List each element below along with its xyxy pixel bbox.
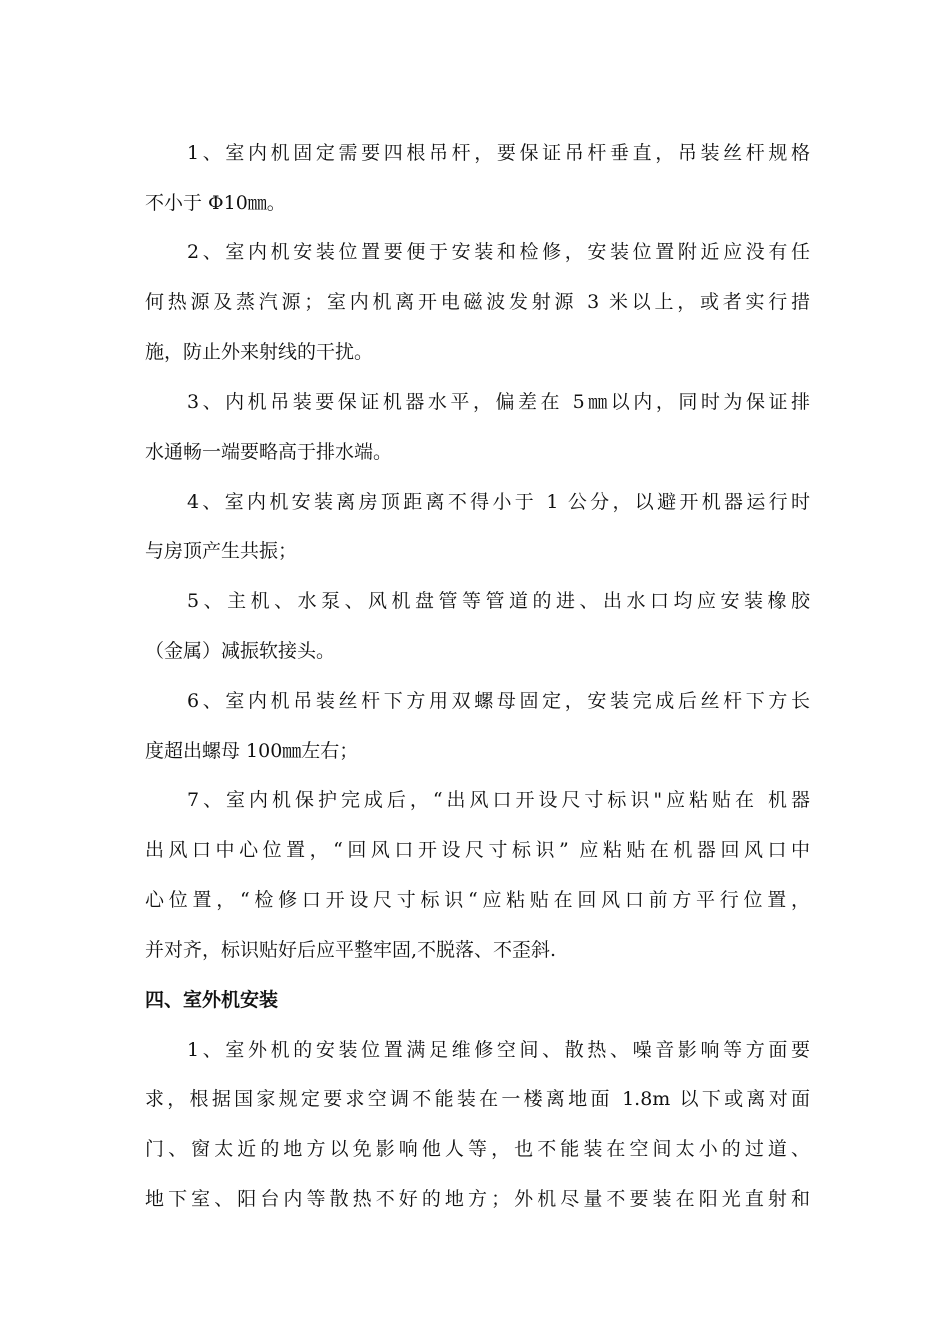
paragraph-line: 心位置，“检修口开设尺寸标识“应粘贴在回风口前方平行位置， (145, 889, 810, 911)
paragraph-line: 2、室内机安装位置要便于安装和检修，安装位置附近应没有任 (187, 241, 810, 263)
paragraph-line: 度超出螺母 100㎜左右； (145, 740, 359, 762)
paragraph-line: 求，根据国家规定要求空调不能装在一楼离地面 1.8m 以下或离对面 (145, 1088, 810, 1110)
paragraph-line: （金属）减振软接头。 (145, 640, 336, 662)
paragraph-line: 与房顶产生共振； (145, 540, 298, 562)
paragraph-line: 7、室内机保护完成后，“出风口开设尺寸标识"应粘贴在 机器 (187, 789, 810, 811)
paragraph-line: 5、主机、水泵、风机盘管等管道的进、出水口均应安装橡胶 (187, 590, 810, 612)
paragraph-line: 施，防止外来射线的干扰。 (145, 341, 374, 363)
paragraph-line: 门、窗太近的地方以免影响他人等，也不能装在空间太小的过道、 (145, 1138, 810, 1160)
paragraph-line: 4、室内机安装离房顶距离不得小于 1 公分，以避开机器运行时 (187, 491, 810, 513)
paragraph-line: 出风口中心位置，“回风口开设尺寸标识” 应粘贴在机器回风口中 (145, 839, 810, 861)
paragraph-line: 6、室内机吊装丝杆下方用双螺母固定，安装完成后丝杆下方长 (187, 690, 810, 712)
paragraph-line: 不小于 Φ10㎜。 (145, 192, 286, 214)
paragraph-line: 水通畅一端要略高于排水端。 (145, 441, 393, 463)
paragraph-line: 1、室内机固定需要四根吊杆，要保证吊杆垂直，吊装丝杆规格 (187, 142, 810, 164)
section-heading: 四、室外机安装 (145, 989, 279, 1011)
paragraph-line: 何热源及蒸汽源；室内机离开电磁波发射源 3 米以上，或者实行措 (145, 291, 810, 313)
paragraph-line: 1、室外机的安装位置满足维修空间、散热、噪音影响等方面要 (187, 1039, 810, 1061)
paragraph-line: 地下室、阳台内等散热不好的地方；外机尽量不要装在阳光直射和 (145, 1188, 810, 1210)
paragraph-line: 3、内机吊装要保证机器水平，偏差在 5㎜以内，同时为保证排 (187, 391, 810, 413)
paragraph-line: 并对齐，标识贴好后应平整牢固,不脱落、不歪斜. (145, 939, 557, 961)
